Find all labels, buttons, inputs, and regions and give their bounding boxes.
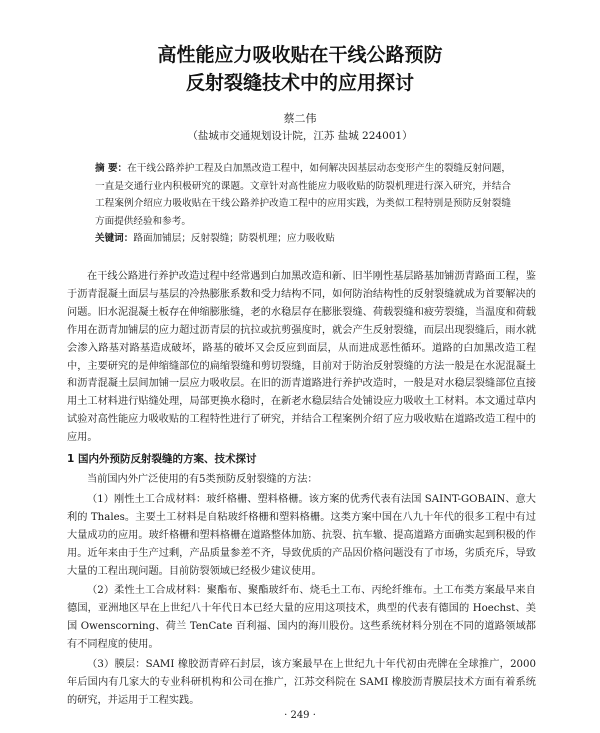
section-1-paragraph-3: （2）柔性土工合成材料：聚酯布、聚酯玻纤布、烧毛土工布、丙纶纤维布。土工布类方案最早来自德国，亚洲地区早在上世纪八十年代日本已经大量的应用这项技术，典型的代表有德国的 Hoechst、美国 Owenscorning、荷兰 TenCate 百利福、国内的海川股份。这些系统材料分别在不同的道路领域都有不同程度的使用。 (67, 585, 536, 651)
abstract-block (95, 160, 511, 248)
keywords-label: 关键词： (95, 233, 134, 244)
section-1-paragraph-2: （1）刚性土工合成材料：玻纤格栅、塑料格栅。该方案的优秀代表有法国 SAINT-GOBAIN、意大利的 Thales。主要土工材料是自粘玻纤格栅和塑料格栅。这类方案中国在八九十年代的很多工程中有过大量成功的应用。玻纤格栅和塑料格栅在道路整体加筋、抗裂、抗车辙、提高道路方面确实起到积极的作用。近年来由于生产过剩，产品质量参差不齐，导致优质的产品因价格问题没有了市场，劣质充斥，导致大量的工程出现问题。目前防裂领域已经极少建议使用。 (67, 493, 536, 577)
affiliation: （盐城市交通规划设计院，江苏 盐城 224001） (187, 130, 413, 142)
section-1-paragraph-4: （3）膜层：SAMI 橡胶沥青碎石封层，该方案最早在上世纪九十年代初由壳牌在全球推广，2000年后国内有几家大的专业科研机构和公司在推广，江苏交科院在 SAMI 橡胶沥青膜层技术方面有着系统的研究，并运用于工程实践。 (67, 659, 536, 706)
abstract-label: 摘 要： (95, 163, 128, 174)
body-text (67, 268, 536, 712)
paper-title-line-2: 反射裂缝技术中的应用探讨 (185, 72, 414, 94)
abstract (95, 160, 511, 230)
abstract-text: 在干线公路养护工程及白加黑改造工程中，如何解决因基层动态变形产生的裂缝反射问题，一直是交通行业内积极研究的课题。文章针对高性能应力吸收贴的防裂机理进行深入研究，并结合工程案例介绍应力吸收贴在干线公路养护改造工程中的应用实践，为类似工程特别是预防反射裂缝方面提供经验和参考。 (95, 163, 512, 227)
author: 蔡二伟 (283, 112, 317, 125)
keywords (95, 230, 511, 248)
section-1-paragraph-1: 当前国内外广泛使用的有5类预防反射裂缝的方法： (87, 473, 318, 485)
intro-paragraph: 在干线公路进行养护改造过程中经常遇到白加黑改造和新、旧半刚性基层路基加铺沥青路面工程，鉴于沥青混凝土面层与基层的冷热膨胀系数和受力结构不同，如何防治结构性的反射裂缝就成为首要解决的问题。旧水泥混凝土板存在伸缩膨胀缝，老的水稳层存在膨胀裂缝、荷载裂缝和疲劳裂缝，当温度和荷载作用在沥青加铺层的应力超过沥青层的抗拉或抗剪强度时，就会产生反射裂缝，而层出现裂缝后，雨水就会渗入路基对路基造成破坏，路基的破坏又会反应到面层，从而进成恶性循环。道路的白加黑改造工程中，主要研究的是伸缩缝部位的扁缩裂缝和剪切裂缝，目前对于防治反射裂缝的方法一般是在水泥混凝土和沥青混凝土层间加铺一层应力吸收层。在旧的沥青道路进行养护改造时，一般是对水稳层裂缝部位直接用土工材料进行贴缝处理，局部更换水稳时，在新老水稳层结合处铺设应力吸收土工材料。本文通过草内试验对高性能应力吸收贴的工程特性进行了研究，并结合工程案例介绍了应力吸收贴在道路改造工程中的应用。 (67, 271, 536, 444)
keywords-text: 路面加铺层；反射裂缝；防裂机理；应力吸收贴 (133, 233, 335, 244)
section-1-heading: 1 国内外预防反射裂缝的方案、技术探讨 (67, 453, 257, 466)
paper-title-line-1: 高性能应力吸收贴在干线公路预防 (157, 44, 443, 66)
page-number: · 249 · (284, 710, 316, 721)
